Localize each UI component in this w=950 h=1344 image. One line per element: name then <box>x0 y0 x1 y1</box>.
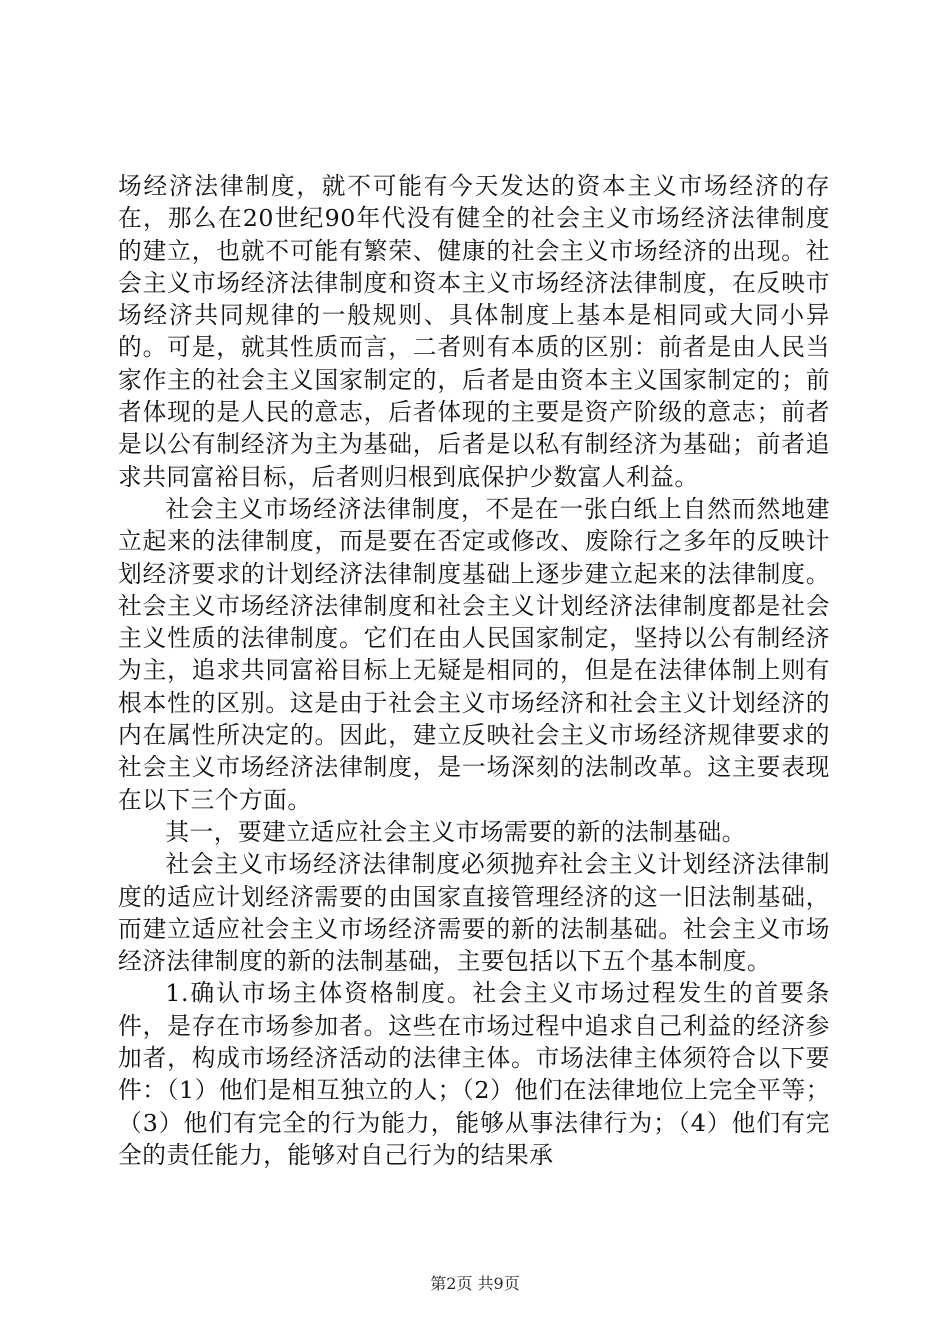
paragraph-market-subject: 1.确认市场主体资格制度。社会主义市场过程发生的首要条件，是存在市场参加者。这些在市场过程中追求自己利益的经济参加者，构成市场经济活动的法律主体。市场法律主体须符合以下要件：（1）他们是相互独立的人；（2）他们在法律地位上完全平等；（3）他们有完全的行为能力，能够从事法律行为；（4）他们有完全的责任能力，能够对自己行为的结果承 <box>118 979 830 1169</box>
paragraph-first-point: 其一，要建立适应社会主义市场需要的新的法制基础。 <box>165 817 746 846</box>
page-number-footer: 第2页 共9页 <box>430 1274 520 1293</box>
paragraph-continuation: 场经济法律制度，就不可能有今天发达的资本主义市场经济的存在，那么在20世纪90年代没有健全的社会主义市场经济法律制度的建立，也就不可能有繁荣、健康的社会主义市场经济的出现。社会主义市场经济法律制度和资本主义市场经济法律制度，在反映市场经济共同规律的一般规则、具体制度上基本是相同或大同小异的。可是，就其性质而言，二者则有本质的区别：前者是由人民当家作主的社会主义国家制定的，后者是由资本主义国家制定的；前者体现的是人民的意志，后者体现的主要是资产阶级的意志；前者是以公有制经济为主为基础，后者是以私有制经济为基础；前者追求共同富裕目标，后者则归根到底保护少数富人利益。 <box>118 172 830 491</box>
paragraph-new-legal-basis: 社会主义市场经济法律制度必须抛弃社会主义计划经济法律制度的适应计划经济需要的由国家直接管理经济的这一旧法制基础，而建立适应社会主义市场经济需要的新的法制基础。社会主义市场经济法律制度的新的法制基础，主要包括以下五个基本制度。 <box>118 850 830 976</box>
document-body <box>118 170 830 1171</box>
paragraph-legal-reform: 社会主义市场经济法律制度，不是在一张白纸上自然而然地建立起来的法律制度，而是要在否定或修改、废除行之多年的反映计划经济要求的计划经济法律制度基础上逐步建立起来的法律制度。社会主义市场经济法律制度和社会主义计划经济法律制度都是社会主义性质的法律制度。它们在由人民国家制定，坚持以公有制经济为主，追求共同富裕目标上无疑是相同的，但是在法律体制上则有根本性的区别。这是由于社会主义市场经济和社会主义计划经济的内在属性所决定的。因此，建立反映社会主义市场经济规律要求的社会主义市场经济法律制度，是一场深刻的法制改革。这主要表现在以下三个方面。 <box>118 494 830 814</box>
